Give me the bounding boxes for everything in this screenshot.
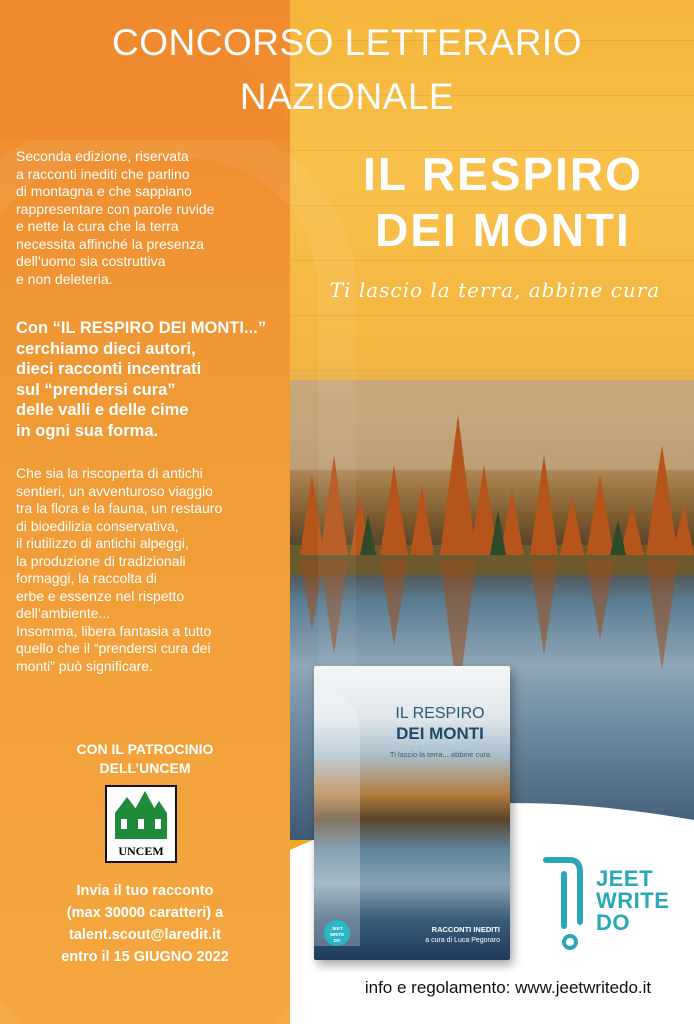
book-credits [425,925,500,946]
headline-line-2: NAZIONALE [239,76,455,117]
intro-line: Seconda edizione, riservata [16,148,189,164]
book-subtitle: Ti lascio la terra... abbine cura [389,750,491,759]
details-paragraph [16,465,278,675]
book-logo-line: DO [333,938,341,943]
details-line: quello che il “prendersi cura dei [16,640,211,656]
highlight-line: Con “IL RESPIRO DEI MONTI...” [16,319,266,337]
brand-line: DO [596,910,630,935]
submission-info [0,880,290,968]
highlight-line: dieci racconti incentrati [16,360,202,378]
main-title-line-2: DEI MONTI [375,204,631,256]
intro-line: necessita affinché la presenza [16,235,205,252]
highlight-line: in ogni sua forma. [16,421,159,440]
book-arch-shape [314,686,360,946]
book-logo-line: JEET [331,926,343,931]
headline-line-1: CONCORSO LETTERARIO [112,22,582,63]
highlight-line: cerchiamo dieci autori, [16,339,196,358]
brand-line: JEET [596,866,654,891]
book-logo-line: WRITE [329,932,345,937]
details-line: monti” può significare. [16,657,153,674]
cta-line: (max 30000 caratteri) a [66,905,224,921]
details-line: Che sia la riscoperta di antichi [16,465,203,481]
details-line: di bioedilizia conservativa, [16,517,179,534]
uncem-emblem-icon [107,787,175,845]
details-line: dell’ambiente... [16,605,111,621]
main-title-line-1: IL RESPIRO [363,148,643,200]
book-credit-line-2: a cura di Luca Pegoraro [425,937,500,944]
submission-email[interactable]: talent.scout@laredit.it [69,927,221,943]
jeetwritedo-logo-icon [540,852,590,952]
book-title-line-1: IL RESPIRO [395,705,485,722]
jeetwritedo-wordmark [596,868,669,934]
highlight-paragraph [16,318,286,441]
intro-line: e non deleteria. [16,270,113,287]
contest-headline [0,16,694,124]
intro-paragraph [16,148,278,288]
patronage-label [0,740,290,778]
book-title [370,704,510,744]
intro-line: di montagna e che sappiano [16,183,192,199]
book-cover [314,666,510,960]
details-line: formaggi, la raccolta di [16,570,157,586]
intro-line: rappresentare con parole ruvide [16,200,215,217]
tagline: Ti lascio la terra, abbine cura [329,278,661,302]
details-line: sentieri, un avventuroso viaggio [16,482,213,499]
details-line: il riutilizzo di antichi alpeggi, [16,535,189,551]
cta-line: Invia il tuo racconto [76,883,214,899]
book-credit-line-1: RACCONTI INEDITI [431,925,500,934]
highlight-line: sul “prendersi cura” [16,380,176,399]
intro-line: e nette la cura che la terra [16,218,179,234]
intro-line: a racconti inediti che parlino [16,165,190,182]
brand-line: WRITE [596,888,670,913]
details-line: Insomma, libera fantasia a tutto [16,622,212,639]
patronage-line-1: CON IL PATROCINIO [76,741,214,757]
details-line: tra la flora e la fauna, un restauro [16,500,223,516]
details-line: erbe e essenze nel rispetto [16,587,185,604]
patronage-line-2: DELL’UNCEM [99,760,191,776]
uncem-logo-text: UNCEM [118,844,164,858]
book-title-line-2: DEI MONTI [396,724,484,743]
website-info-link[interactable]: info e regolamento: www.jeetwritedo.it [364,978,652,997]
highlight-line: delle valli e delle cime [16,401,189,419]
book-publisher-logo [324,920,350,946]
deadline: entro il 15 GIUGNO 2022 [61,949,229,965]
intro-line: dell’uomo sia costruttiva [16,253,166,269]
details-line: la produzione di tradizionali [16,552,186,569]
uncem-logo [105,785,177,863]
main-title [318,146,688,258]
